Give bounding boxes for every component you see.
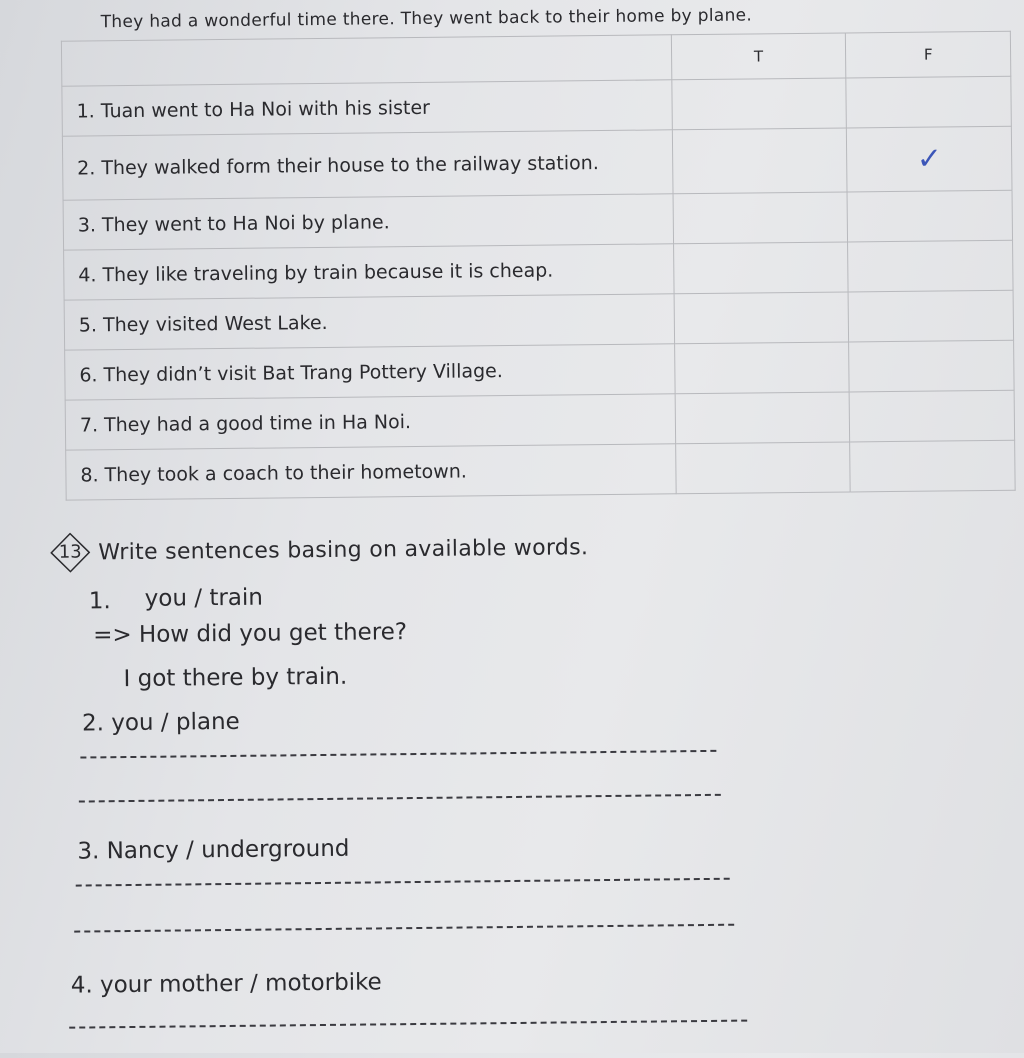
- answer-true-4[interactable]: [673, 242, 848, 294]
- answer-true-7[interactable]: [675, 392, 850, 444]
- header-true: T: [671, 33, 846, 80]
- answer-false-4[interactable]: [848, 240, 1013, 292]
- answer-true-5[interactable]: [674, 292, 849, 344]
- header-false: F: [846, 31, 1011, 78]
- answer-false-3[interactable]: [847, 190, 1012, 242]
- answer-false-1[interactable]: [846, 76, 1011, 128]
- answer-line[interactable]: [74, 924, 734, 933]
- true-false-table: [61, 31, 1016, 501]
- answer-line[interactable]: [69, 1020, 747, 1029]
- statement-1: 1. Tuan went to Ha Noi with his sister: [62, 80, 672, 136]
- answer-false-7[interactable]: [850, 390, 1015, 442]
- example-prompt: you / train: [144, 584, 264, 612]
- section-number-badge: [50, 532, 90, 572]
- table-row: [66, 440, 1015, 500]
- section-heading: [50, 527, 588, 573]
- statement-6: 6. They didn’t visit Bat Trang Pottery Village.: [65, 344, 675, 400]
- answer-line[interactable]: [76, 878, 730, 887]
- statement-2: 2. They walked form their house to the railway station.: [62, 130, 672, 200]
- header-statement-cell: [61, 35, 671, 86]
- section-title: Write sentences basing on available words.: [98, 534, 589, 565]
- exercise-3-prompt: 3. Nancy / underground: [77, 835, 350, 865]
- answer-true-2[interactable]: [672, 128, 848, 194]
- answer-false-5[interactable]: [848, 290, 1013, 342]
- example-number: 1.: [88, 588, 111, 615]
- table-row: [62, 126, 1012, 200]
- statement-8: 8. They took a coach to their hometown.: [66, 444, 676, 500]
- answer-true-6[interactable]: [674, 342, 849, 394]
- answer-false-8[interactable]: [850, 440, 1015, 492]
- statement-3: 3. They went to Ha Noi by plane.: [63, 194, 673, 250]
- exercise-4-prompt: 4. your mother / motorbike: [70, 969, 382, 999]
- exercise-2-prompt: 2. you / plane: [81, 708, 240, 737]
- answer-true-8[interactable]: [675, 442, 850, 494]
- statement-7: 7. They had a good time in Ha Noi.: [65, 394, 675, 450]
- check-mark-icon[interactable]: ✓: [847, 126, 1012, 192]
- intro-text: They had a wonderful time there. They went back to their home by plane.: [100, 5, 753, 33]
- statement-4: 4. They like traveling by train because it is cheap.: [64, 244, 674, 300]
- answer-false-6[interactable]: [849, 340, 1014, 392]
- example-answer: I got there by train.: [123, 663, 348, 693]
- statement-5: 5. They visited West Lake.: [64, 294, 674, 350]
- answer-true-3[interactable]: [673, 192, 848, 244]
- section-number: 13: [58, 541, 82, 563]
- answer-line[interactable]: [80, 750, 716, 759]
- answer-line[interactable]: [79, 794, 721, 803]
- answer-true-1[interactable]: [671, 78, 846, 130]
- example-question: => How did you get there?: [92, 619, 408, 649]
